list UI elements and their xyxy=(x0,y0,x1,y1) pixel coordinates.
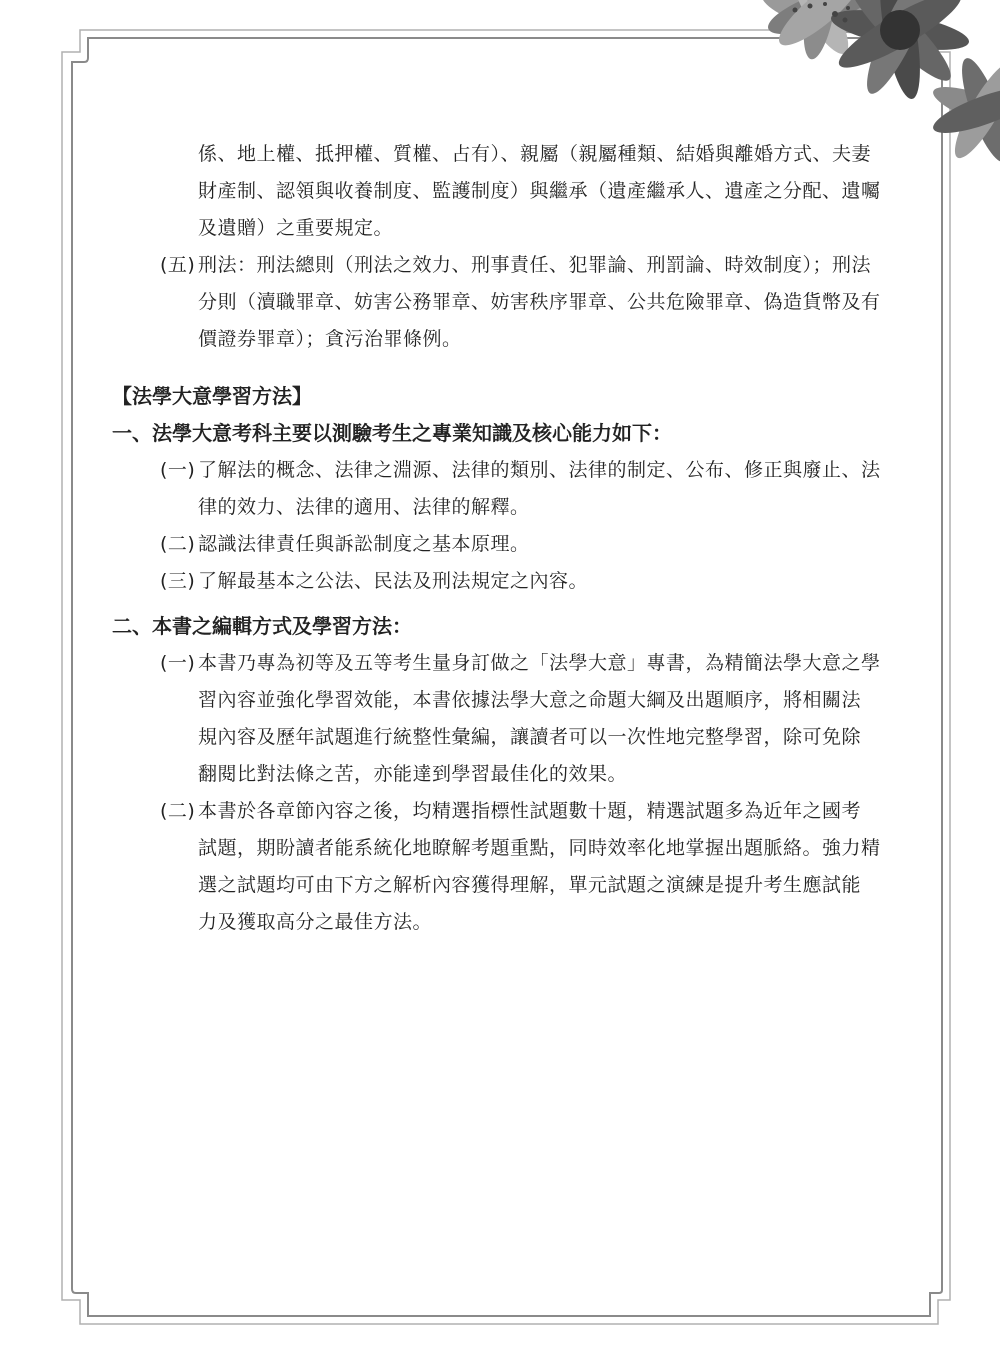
text-line: 本書於各章節內容之後，均精選指標性試題數十題，精選試題多為近年之國考 xyxy=(198,800,862,822)
text-line: 習內容並強化學習效能，本書依據法學大意之命題大綱及出題順序，將相關法 xyxy=(198,689,862,711)
list-item xyxy=(112,645,892,793)
text-line: 試題，期盼讀者能系統化地瞭解考題重點，同時效率化地掌握出題脈絡。強力精 xyxy=(198,837,881,859)
text-line: 價證券罪章）；貪污治罪條例。 xyxy=(198,328,462,350)
text-line: 力及獲取高分之最佳方法。 xyxy=(198,911,433,933)
text-line: 選之試題均可由下方之解析內容獲得理解，單元試題之演練是提升考生應試能 xyxy=(198,874,862,896)
list-item xyxy=(112,247,892,358)
text-line: 翻閱比對法條之苦，亦能達到學習最佳化的效果。 xyxy=(198,763,628,785)
part-heading: 二、本書之編輯方式及學習方法： xyxy=(112,614,412,638)
text-line: 係、地上權、抵押權、質權、占有）、親屬（親屬種類、結婚與離婚方式、夫妻 xyxy=(198,143,872,165)
item-number: (二) xyxy=(160,533,196,555)
section-title: 【法學大意學習方法】 xyxy=(112,384,312,408)
item-number: (二) xyxy=(160,800,196,822)
intro-continuation xyxy=(112,136,892,247)
text-line: 分則（瀆職罪章、妨害公務罪章、妨害秩序罪章、公共危險罪章、偽造貨幣及有 xyxy=(198,291,881,313)
text-line: 了解法的概念、法律之淵源、法律的類別、法律的制定、公布、修正與廢止、法 xyxy=(198,459,881,481)
item-number: (一) xyxy=(160,459,196,481)
text-line: 認識法律責任與訴訟制度之基本原理。 xyxy=(198,533,530,555)
text-line: 了解最基本之公法、民法及刑法規定之內容。 xyxy=(198,570,589,592)
text-line: 律的效力、法律的適用、法律的解釋。 xyxy=(198,496,530,518)
list-item xyxy=(112,563,892,600)
item-number: (一) xyxy=(160,652,196,674)
list-item xyxy=(112,452,892,526)
item-number: (三) xyxy=(160,570,196,592)
item-number: (五) xyxy=(160,254,196,276)
list-item xyxy=(112,526,892,563)
text-line: 刑法：刑法總則（刑法之效力、刑事責任、犯罪論、刑罰論、時效制度）；刑法 xyxy=(198,254,872,276)
page-content xyxy=(112,136,892,941)
part-heading: 一、法學大意考科主要以測驗考生之專業知識及核心能力如下： xyxy=(112,421,672,445)
list-item xyxy=(112,793,892,941)
text-line: 本書乃專為初等及五等考生量身訂做之「法學大意」專書，為精簡法學大意之學 xyxy=(198,652,881,674)
text-line: 規內容及歷年試題進行統整性彙編，讓讀者可以一次性地完整學習，除可免除 xyxy=(198,726,862,748)
text-line: 財產制、認領與收養制度、監護制度）與繼承（遺產繼承人、遺產之分配、遺囑 xyxy=(198,180,881,202)
text-line: 及遺贈）之重要規定。 xyxy=(198,217,394,239)
